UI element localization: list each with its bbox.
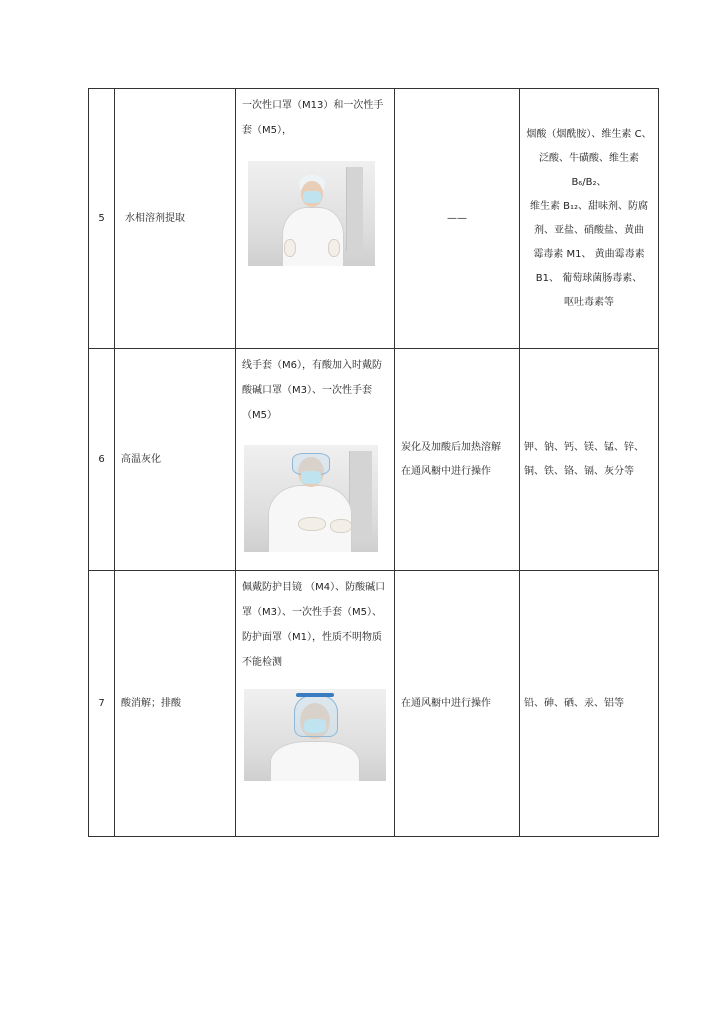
ppe-photo-goggles-gloves: [244, 445, 378, 552]
operation-note: 在通风橱中进行操作: [401, 697, 491, 709]
ppe-description: 一次性口罩（M13）和一次性手 套（M5），: [242, 100, 384, 136]
ppe-procedure-table: [88, 88, 659, 837]
row-index: 6: [89, 349, 115, 571]
ppe-photo-face-shield: [244, 689, 386, 781]
operation-note: 炭化及加酸后加热溶解 在通风橱中进行操作: [401, 441, 501, 477]
ppe-description: 线手套（M6），有酸加入时戴防 酸碱口罩（M3）、一次性手套（M5）: [242, 360, 382, 421]
test-items: 铅、砷、硒、汞、铝等: [524, 697, 624, 709]
table-row: [89, 89, 659, 349]
operation-note: ——: [447, 212, 467, 224]
process-name: 水相溶剂提取: [125, 213, 185, 224]
row-index: 7: [89, 571, 115, 837]
row-index: 5: [89, 89, 115, 349]
test-items: 烟酸（烟酰胺）、维生素 C、 泛酸、牛磺酸、维生素B₆/B₂、 维生素 B₁₂、甜味剂、防腐 剂、亚盐、硝酸盐、黄曲 霉毒素 M1、 黄曲霉毒素 B1、 葡萄球菌肠毒素、 呕吐毒素等: [526, 128, 652, 308]
ppe-description: 佩戴防护目镜 （M4）、防酸碱口 罩（M3）、一次性手套（M5）、 防护面罩（M1），性质不明物质 不能检测: [242, 582, 386, 668]
table-row: [89, 349, 659, 571]
table-row: [89, 571, 659, 837]
ppe-photo-mask-gloves: [248, 161, 375, 266]
test-items: 钾、钠、钙、镁、锰、锌、 铜、铁、铬、镉、灰分等: [524, 441, 644, 477]
process-name: 酸消解；排酸: [121, 698, 181, 709]
process-name: 高温灰化: [121, 454, 161, 465]
